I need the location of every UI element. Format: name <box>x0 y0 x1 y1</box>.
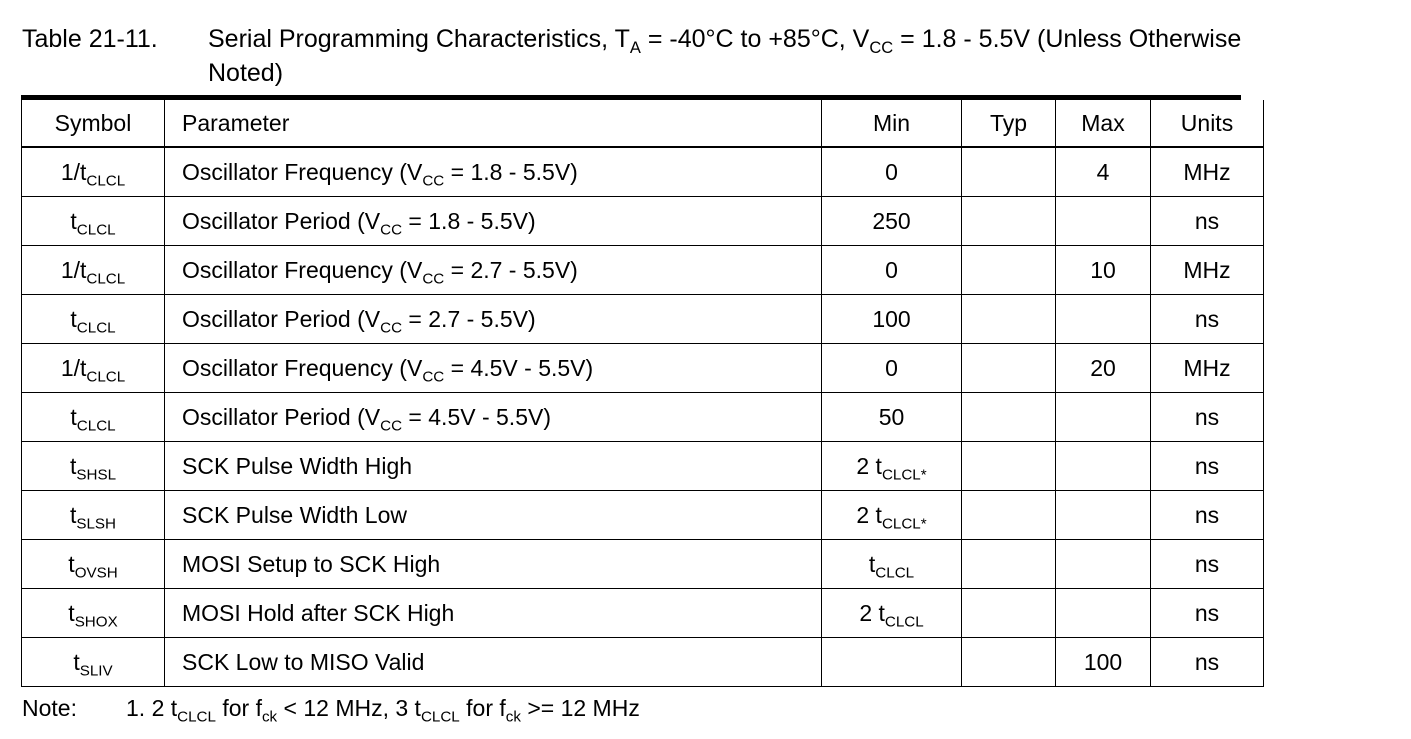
cell-parameter <box>165 589 822 638</box>
header-max: Max <box>1056 100 1151 147</box>
cell-max <box>1056 197 1151 246</box>
table-row <box>22 344 1264 393</box>
cell-max: 20 <box>1056 344 1151 393</box>
note-sub-4: ck <box>505 708 521 726</box>
min-value: 0 <box>885 158 898 185</box>
table-title-line1 <box>22 22 1407 56</box>
cell-typ <box>962 442 1056 491</box>
cell-typ <box>962 197 1056 246</box>
symbol-subscript: SLIV <box>79 661 113 679</box>
note-text-2: for f <box>215 695 262 721</box>
note-text-5: >= 12 MHz <box>520 695 640 721</box>
parameter-text-tail: = 4.5V - 5.5V) <box>444 354 594 381</box>
cell-typ <box>962 540 1056 589</box>
table-row <box>22 638 1264 687</box>
parameter-subscript: CC <box>380 318 403 336</box>
cell-typ <box>962 147 1056 197</box>
cell-symbol <box>22 197 165 246</box>
parameter-subscript: CC <box>422 269 445 287</box>
parameter-text: MOSI Hold after SCK High <box>182 599 455 626</box>
header-min: Min <box>822 100 962 147</box>
table-row <box>22 295 1264 344</box>
cell-min <box>822 393 962 442</box>
table-body <box>22 147 1264 687</box>
cell-symbol <box>22 442 165 491</box>
symbol-subscript: CLCL <box>76 416 116 434</box>
header-units: Units <box>1151 100 1264 147</box>
cell-min <box>822 442 962 491</box>
header-symbol: Symbol <box>22 100 165 147</box>
cell-units: ns <box>1151 197 1264 246</box>
table-row <box>22 589 1264 638</box>
cell-units: ns <box>1151 393 1264 442</box>
symbol-text: t <box>68 599 75 626</box>
title-text-b: = -40°C to +85°C, V <box>640 25 870 53</box>
cell-units: ns <box>1151 589 1264 638</box>
cell-typ <box>962 638 1056 687</box>
table-note <box>22 692 640 724</box>
cell-units: ns <box>1151 442 1264 491</box>
cell-parameter <box>165 246 822 295</box>
characteristics-table <box>21 100 1264 687</box>
parameter-text: Oscillator Frequency (V <box>182 158 423 185</box>
table-row <box>22 491 1264 540</box>
symbol-text: t <box>69 501 77 528</box>
parameter-text-tail: = 2.7 - 5.5V) <box>402 305 536 332</box>
header-parameter: Parameter <box>165 100 822 147</box>
table-row <box>22 540 1264 589</box>
cell-min <box>822 246 962 295</box>
symbol-subscript: CLCL <box>76 318 116 336</box>
cell-symbol <box>22 491 165 540</box>
symbol-text: 1/t <box>60 158 87 185</box>
min-value: t <box>868 550 876 577</box>
parameter-text-tail: = 4.5V - 5.5V) <box>402 403 551 430</box>
cell-units: ns <box>1151 540 1264 589</box>
symbol-subscript: SHOX <box>74 612 118 630</box>
cell-units: MHz <box>1151 246 1264 295</box>
parameter-text: Oscillator Period (V <box>182 305 381 332</box>
cell-symbol <box>22 393 165 442</box>
cell-max: 10 <box>1056 246 1151 295</box>
cell-parameter <box>165 393 822 442</box>
cell-parameter <box>165 197 822 246</box>
cell-typ <box>962 344 1056 393</box>
symbol-subscript: OVSH <box>74 563 118 581</box>
symbol-text: t <box>69 452 77 479</box>
parameter-text: SCK Pulse Width Low <box>182 501 407 528</box>
cell-units: ns <box>1151 295 1264 344</box>
cell-parameter <box>165 491 822 540</box>
min-value: 0 <box>885 256 898 283</box>
cell-symbol <box>22 589 165 638</box>
cell-typ <box>962 491 1056 540</box>
min-value: 250 <box>872 207 911 234</box>
cell-parameter <box>165 344 822 393</box>
cell-parameter <box>165 295 822 344</box>
min-value: 2 t <box>856 452 882 479</box>
cell-symbol <box>22 344 165 393</box>
table-row <box>22 246 1264 295</box>
cell-max <box>1056 295 1151 344</box>
parameter-text: SCK Low to MISO Valid <box>182 648 425 675</box>
title-sub-a: A <box>629 38 641 57</box>
note-text-1: 1. 2 t <box>126 695 178 721</box>
cell-max: 100 <box>1056 638 1151 687</box>
note-sub-3: CLCL <box>420 708 460 726</box>
cell-max: 4 <box>1056 147 1151 197</box>
note-sub-1: CLCL <box>177 708 216 726</box>
cell-min <box>822 638 962 687</box>
cell-units: ns <box>1151 638 1264 687</box>
cell-min <box>822 147 962 197</box>
table-number: Table 21-11. <box>22 25 158 53</box>
parameter-subscript: CC <box>380 416 403 434</box>
symbol-subscript: CLCL <box>86 367 126 385</box>
table-row <box>22 442 1264 491</box>
min-value: 0 <box>885 354 898 381</box>
cell-min <box>822 589 962 638</box>
min-value: 100 <box>872 305 911 332</box>
header-typ: Typ <box>962 100 1056 147</box>
cell-min <box>822 491 962 540</box>
parameter-text: MOSI Setup to SCK High <box>182 550 441 577</box>
symbol-text: t <box>70 305 77 332</box>
title-sub-b: CC <box>869 38 894 57</box>
cell-parameter <box>165 147 822 197</box>
cell-max <box>1056 491 1151 540</box>
cell-units: ns <box>1151 491 1264 540</box>
symbol-subscript: CLCL <box>76 220 116 238</box>
cell-symbol <box>22 295 165 344</box>
cell-min <box>822 197 962 246</box>
min-subscript: CLCL <box>884 612 924 630</box>
note-text-3: < 12 MHz, 3 t <box>277 695 421 721</box>
cell-min <box>822 540 962 589</box>
parameter-text: Oscillator Period (V <box>182 403 381 430</box>
symbol-text: 1/t <box>60 256 87 283</box>
min-subscript: CLCL* <box>881 465 927 483</box>
cell-max <box>1056 442 1151 491</box>
cell-typ <box>962 295 1056 344</box>
symbol-subscript: CLCL <box>86 269 126 287</box>
parameter-text-tail: = 1.8 - 5.5V) <box>444 158 578 185</box>
characteristics-table-wrapper <box>21 95 1241 687</box>
cell-symbol <box>22 246 165 295</box>
parameter-text: Oscillator Frequency (V <box>182 354 423 381</box>
cell-units: MHz <box>1151 147 1264 197</box>
parameter-subscript: CC <box>422 367 445 385</box>
parameter-subscript: CC <box>422 171 445 189</box>
cell-min <box>822 344 962 393</box>
cell-units: MHz <box>1151 344 1264 393</box>
symbol-text: t <box>70 207 77 234</box>
parameter-text: Oscillator Frequency (V <box>182 256 423 283</box>
cell-symbol <box>22 638 165 687</box>
symbol-subscript: SHSL <box>76 465 117 483</box>
symbol-text: t <box>73 648 80 675</box>
title-text-a: Serial Programming Characteristics, T <box>208 25 630 53</box>
symbol-subscript: SLSH <box>76 514 117 532</box>
cell-max <box>1056 393 1151 442</box>
cell-max <box>1056 589 1151 638</box>
min-value: 2 t <box>856 501 882 528</box>
min-subscript: CLCL <box>875 563 915 581</box>
table-title <box>22 22 1407 90</box>
table-row <box>22 147 1264 197</box>
parameter-text: Oscillator Period (V <box>182 207 381 234</box>
cell-typ <box>962 589 1056 638</box>
note-text-4: for f <box>459 695 506 721</box>
cell-parameter <box>165 638 822 687</box>
cell-typ <box>962 393 1056 442</box>
cell-parameter <box>165 442 822 491</box>
table-title-line2: Noted) <box>208 59 284 87</box>
symbol-subscript: CLCL <box>86 171 126 189</box>
parameter-text-tail: = 2.7 - 5.5V) <box>444 256 578 283</box>
title-text-c: = 1.8 - 5.5V (Unless Otherwise <box>893 25 1242 53</box>
symbol-text: t <box>70 403 77 430</box>
cell-min <box>822 295 962 344</box>
table-header-row <box>22 100 1264 147</box>
note-label: Note: <box>22 695 77 721</box>
cell-parameter <box>165 540 822 589</box>
parameter-subscript: CC <box>380 220 403 238</box>
note-sub-2: ck <box>261 708 278 726</box>
symbol-text: t <box>68 550 75 577</box>
parameter-text: SCK Pulse Width High <box>182 452 413 479</box>
table-row <box>22 393 1264 442</box>
min-value: 50 <box>878 403 905 430</box>
min-subscript: CLCL* <box>881 514 927 532</box>
table-row <box>22 197 1264 246</box>
cell-typ <box>962 246 1056 295</box>
cell-max <box>1056 540 1151 589</box>
min-value: 2 t <box>859 599 885 626</box>
cell-symbol <box>22 540 165 589</box>
cell-symbol <box>22 147 165 197</box>
symbol-text: 1/t <box>60 354 87 381</box>
parameter-text-tail: = 1.8 - 5.5V) <box>402 207 536 234</box>
